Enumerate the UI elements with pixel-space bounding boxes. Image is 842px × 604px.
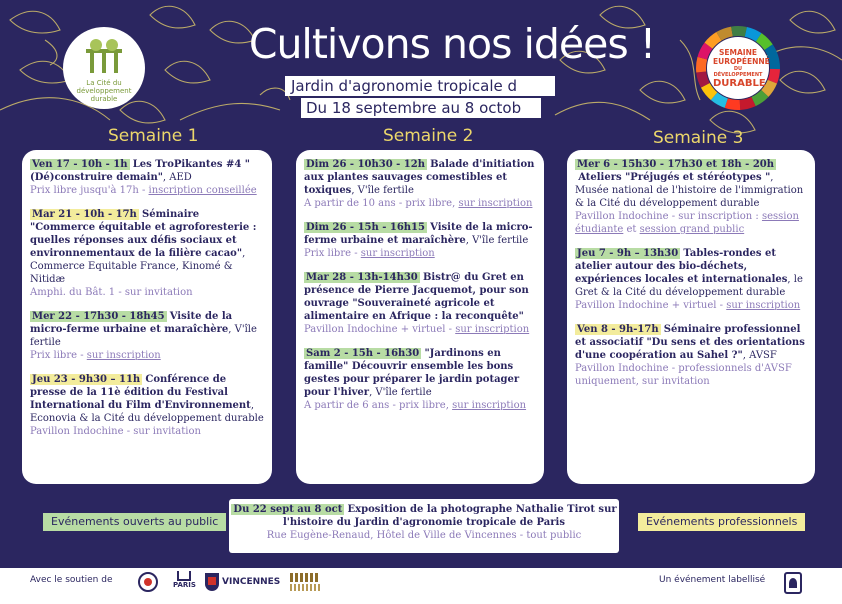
- event-info-text: Prix libre -: [304, 248, 361, 259]
- ministry-logo: [138, 572, 158, 592]
- cite-logo-text: La Cité du développement durable: [76, 79, 132, 103]
- registration-link[interactable]: sur inscription: [86, 350, 161, 361]
- event-title: Ateliers "Préjugés et stéréotypes ": [578, 172, 771, 183]
- event-title: Séminaire professionnel et associatif "Du sens et des orientations d'une coopération au Sahel ?": [575, 324, 805, 361]
- event-info: [304, 399, 536, 412]
- event-organizer: , Commerce Equitable France, Kinomé & Nitidæ: [30, 248, 246, 285]
- tree-icon: [84, 37, 124, 77]
- event-title: Bistr@ du Gret en présence de Pierre Jacquemot, pour son ouvrage "Souveraineté agricole et alimentaire en Afrique : la reconquête": [304, 272, 529, 322]
- subtitle-place: Jardin d'agronomie tropicale d: [285, 76, 555, 96]
- event-item: [30, 208, 264, 299]
- event-date: Mer 6 - 15h30 - 17h30 et 18h - 20h: [577, 159, 775, 170]
- week-2-schedule: [296, 150, 544, 484]
- event-info-text: Pavillon Indochine - professionnels d'AVSF uniquement, sur invitation: [575, 363, 792, 387]
- event-date: Dim 26 - 15h - 16h15: [306, 222, 425, 233]
- event-info: [30, 184, 264, 197]
- event-heading: [575, 247, 807, 299]
- event-heading: [304, 347, 536, 399]
- event-item: [30, 310, 264, 362]
- event-info: [30, 349, 264, 362]
- event-item: [575, 158, 807, 236]
- event-item: [30, 373, 264, 438]
- event-item: [304, 221, 536, 260]
- event-info-text: Pavillon Indochine - sur inscription :: [575, 211, 762, 222]
- registration-link[interactable]: sur inscription: [455, 324, 530, 335]
- legend-public: Evénements ouverts au public: [43, 513, 226, 531]
- event-title: Séminaire "Commerce équitable et agroforesterie : quelles réponses aux défis sociaux et environnementaux de la filière cacao": [30, 209, 257, 259]
- exhibition-date: Du 22 sept au 8 oct: [233, 504, 343, 515]
- event-info: [304, 247, 536, 260]
- exhibition-info: Rue Eugène-Renaud, Hôtel de Ville de Vincennes - tout public: [266, 530, 582, 541]
- event-info: [30, 286, 264, 299]
- event-organizer: , Econovia & la Cité du développement durable: [30, 400, 264, 424]
- event-title: Tables-rondes et atelier autour des bio-déchets, expériences locales et internationales: [575, 248, 788, 285]
- exhibition-title: Exposition de la photographe Nathalie Tirot sur l'histoire du Jardin d'agronomie tropicale de Paris: [283, 504, 617, 528]
- event-date: Sam 2 - 15h - 16h30: [306, 348, 420, 359]
- event-info: [575, 362, 807, 388]
- page-title: Cultivons nos idées !: [248, 20, 656, 68]
- event-item: [304, 271, 536, 336]
- event-title: "Jardinons en famille" Découvrir ensemble les bons gestes pour préparer le jardin potager pour l'hiver: [304, 348, 520, 398]
- week-2-title: Semaine 2: [383, 126, 474, 146]
- event-title: Balade d'initiation aux plantes sauvages comestibles et toxiques: [304, 159, 535, 196]
- exhibition-box: [229, 499, 619, 553]
- event-organizer: , AED: [162, 172, 192, 183]
- registration-link[interactable]: session étudiante: [575, 211, 799, 235]
- sedd-line-1: SEMAINE: [719, 48, 757, 57]
- partner-logo: [290, 573, 320, 593]
- event-info-text-2: et: [623, 224, 640, 235]
- week-1-schedule: [22, 150, 272, 484]
- event-title: Conférence de presse de la 11è édition du Festival International du Film d'Environnement: [30, 374, 251, 411]
- labelled-event-text: Un événement labellisé: [659, 575, 766, 585]
- event-info: [304, 197, 536, 210]
- event-date: Ven 17 - 10h - 1h: [32, 159, 128, 170]
- week-3-schedule: [567, 150, 815, 484]
- registration-link[interactable]: sur inscription: [360, 248, 435, 259]
- event-date: Jeu 7 - 9h – 13h30: [577, 248, 679, 259]
- label-badge-icon: [784, 572, 802, 594]
- event-title: Visite de la micro-ferme urbaine et maraîchère: [30, 311, 233, 335]
- event-info-text: A partir de 10 ans - prix libre,: [304, 198, 459, 209]
- footer: [0, 568, 842, 604]
- event-date: Mar 28 - 13h-14h30: [306, 272, 418, 283]
- registration-link[interactable]: sur inscription: [726, 300, 801, 311]
- event-item: [575, 323, 807, 388]
- event-organizer: , V'île fertile: [351, 185, 414, 196]
- event-date: Jeu 23 - 9h30 – 11h: [32, 374, 141, 385]
- sedd-line-2: EUROPÉENNE: [713, 56, 770, 66]
- event-organizer: , V'île fertile: [30, 324, 257, 348]
- registration-link[interactable]: sur inscription: [452, 400, 527, 411]
- event-info-text: Prix libre jusqu'à 17h -: [30, 185, 149, 196]
- event-organizer: , V'île fertile: [369, 387, 432, 398]
- event-date: Dim 26 - 10h30 - 12h: [306, 159, 425, 170]
- event-heading: [304, 271, 536, 323]
- event-heading: [30, 208, 264, 286]
- event-date: Mar 21 - 10h - 17h: [32, 209, 137, 220]
- event-item: [575, 247, 807, 312]
- event-info-text: Pavillon Indochine - sur invitation: [30, 426, 201, 437]
- sedd-line-3: DU DÉVELOPPEMENT: [713, 66, 763, 78]
- support-label: Avec le soutien de: [30, 575, 113, 585]
- event-info-text: Pavillon Indochine + virtuel -: [575, 300, 727, 311]
- event-item: [304, 158, 536, 210]
- event-info: [575, 210, 807, 236]
- event-organizer: , le Gret & la Cité du développement durable: [575, 274, 803, 298]
- vincennes-word: VINCENNES: [222, 577, 281, 587]
- exhibition-heading: [229, 503, 619, 529]
- registration-link[interactable]: inscription conseillée: [148, 185, 257, 196]
- event-organizer: , AVSF: [742, 350, 777, 361]
- event-organizer: , Musée national de l'histoire de l'immigration & la Cité du développement durable: [575, 172, 804, 209]
- week-1-title: Semaine 1: [108, 126, 199, 146]
- event-info-text: Pavillon Indochine + virtuel -: [304, 324, 456, 335]
- paris-word: PARIS: [173, 581, 196, 589]
- vincennes-crest-icon: [205, 573, 219, 591]
- event-heading: [30, 158, 264, 184]
- event-info-text: Prix libre -: [30, 350, 87, 361]
- event-date: Ven 8 - 9h-17h: [577, 324, 659, 335]
- event-heading: [575, 323, 807, 362]
- event-info: [575, 299, 807, 312]
- event-info: [304, 323, 536, 336]
- event-item: [30, 158, 264, 197]
- event-info-text: A partir de 6 ans - prix libre,: [304, 400, 453, 411]
- event-item: [304, 347, 536, 412]
- registration-link-2[interactable]: session grand public: [639, 224, 745, 235]
- event-heading: [30, 310, 264, 349]
- registration-link[interactable]: sur inscription: [458, 198, 533, 209]
- event-date: Mer 22 - 17h30 - 18h45: [32, 311, 165, 322]
- sedd-logo-text: [713, 48, 770, 89]
- event-info: [30, 425, 264, 438]
- sedd-line-4: DURABLE: [713, 78, 766, 89]
- sedd-logo: [695, 25, 781, 111]
- cite-logo: [63, 27, 145, 109]
- event-organizer: , V'île fertile: [465, 235, 529, 246]
- event-title: Visite de la micro-ferme urbaine et maraîchère: [304, 222, 533, 246]
- event-heading: [304, 221, 536, 247]
- event-title: Les TroPikantes #4 "(Dé)construire demain": [30, 159, 250, 183]
- subtitle-dates: Du 18 septembre au 8 octob: [301, 98, 541, 118]
- legend-professional: Evénements professionnels: [638, 513, 805, 531]
- event-heading: [30, 373, 264, 425]
- paris-logo: [173, 571, 195, 595]
- week-3-title: Semaine 3: [653, 128, 744, 148]
- event-info-text: Amphi. du Bât. 1 - sur invitation: [30, 287, 193, 298]
- event-heading: [304, 158, 536, 197]
- event-heading: [575, 158, 807, 210]
